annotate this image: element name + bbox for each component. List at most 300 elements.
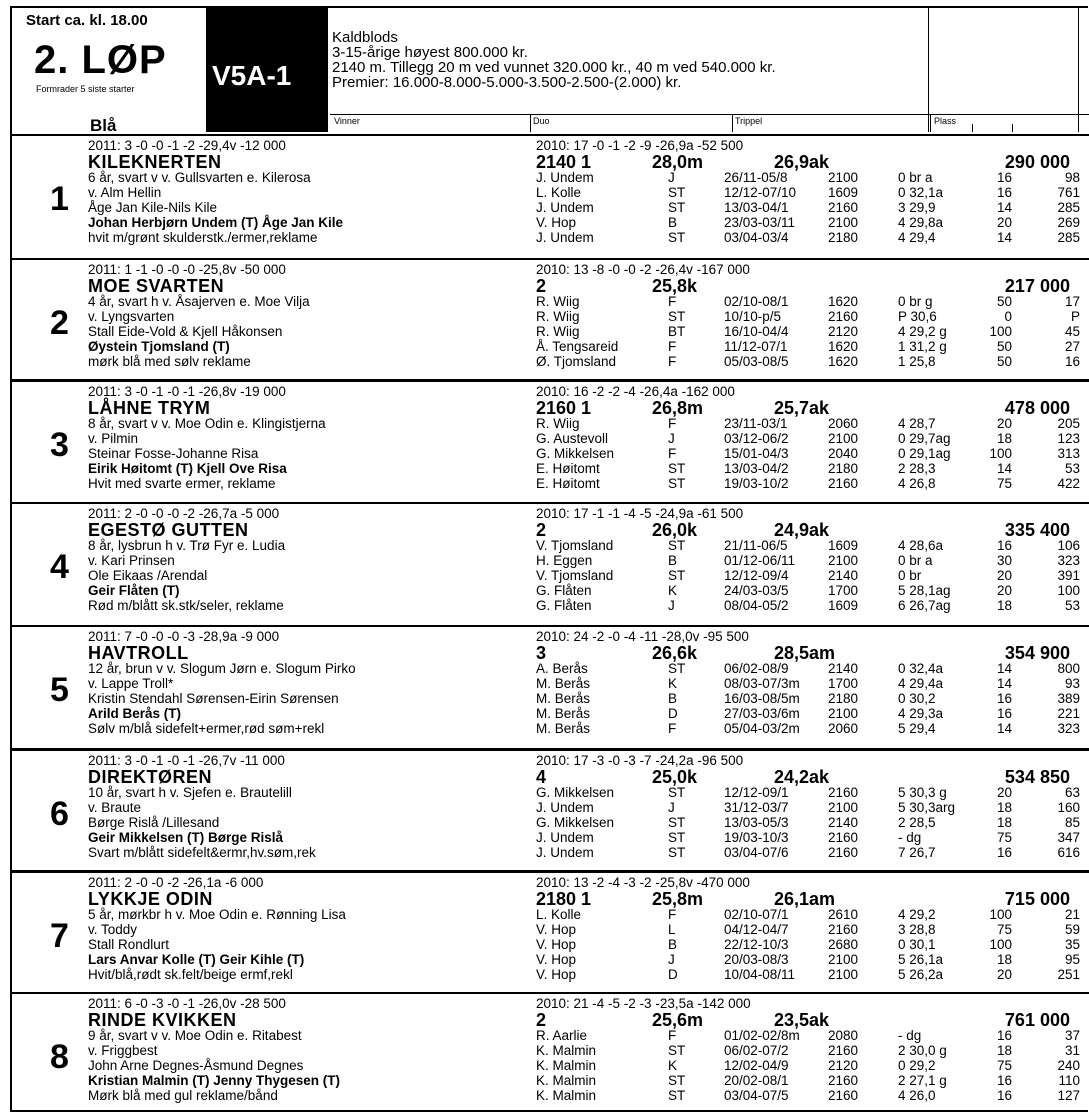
- track: J: [668, 170, 675, 185]
- track: D: [668, 967, 678, 982]
- place-time: 4 29,4: [898, 230, 936, 245]
- distance: 2100: [828, 553, 859, 568]
- distance: 2180: [828, 461, 859, 476]
- driver: J. Undem: [536, 200, 594, 215]
- horse-info: 5 år, mørkbr h v. Moe Odin e. Rønning Lisa: [88, 907, 346, 922]
- driver: G. Mikkelsen: [536, 446, 615, 461]
- horse-info: 4 år, svart h v. Åsajerven e. Moe Vilja: [88, 294, 310, 309]
- earnings: 761 000: [1004, 1010, 1070, 1030]
- date-race: 08/03-07/3m: [724, 676, 800, 691]
- start-row: [12, 339, 1089, 354]
- place-time: 0 30,1: [898, 937, 936, 952]
- odds: 240: [1057, 1058, 1080, 1073]
- start-row: [12, 1073, 1089, 1088]
- start-row: [12, 1043, 1089, 1058]
- start-row: [12, 845, 1089, 860]
- driver: K. Malmin: [536, 1043, 597, 1058]
- stats-row: [12, 506, 1089, 521]
- driver: G. Austevoll: [536, 431, 609, 446]
- horse-info: v. Braute: [88, 800, 142, 815]
- horse-info: Hvit med svarte ermer, reklame: [88, 476, 276, 491]
- distance: 2040: [828, 446, 859, 461]
- time-2: 24,9ak: [774, 520, 830, 540]
- place-time: 4 26,8: [898, 476, 936, 491]
- prize: 75: [996, 830, 1012, 845]
- place-time: 0 29,1ag: [898, 446, 951, 461]
- start-row: [12, 294, 1089, 309]
- column-divider: [930, 114, 931, 132]
- start-row: [12, 922, 1089, 937]
- odds: 761: [1057, 185, 1080, 200]
- stats-row: [12, 138, 1089, 153]
- track: F: [668, 339, 677, 354]
- driver: V. Hop: [536, 952, 577, 967]
- distance: 2140: [828, 815, 859, 830]
- place-time: 4 29,3a: [898, 706, 944, 721]
- date-race: 20/02-08/1: [724, 1073, 789, 1088]
- start-row: [12, 937, 1089, 952]
- date-race: 15/01-04/3: [724, 446, 789, 461]
- odds: 85: [1064, 815, 1080, 830]
- driver: M. Berås: [536, 721, 591, 736]
- distance: 1609: [828, 598, 859, 613]
- driver: G. Flåten: [536, 583, 592, 598]
- driver: J. Undem: [536, 170, 594, 185]
- horse-info: Lars Anvar Kolle (T) Geir Kihle (T): [88, 952, 305, 967]
- track: F: [668, 416, 677, 431]
- date-race: 16/03-08/5m: [724, 691, 800, 706]
- start-row: [12, 785, 1089, 800]
- odds: 123: [1057, 431, 1080, 446]
- stats-2010: 2010: 13 -2 -4 -3 -2 -25,8v -470 000: [536, 875, 750, 890]
- distance: 1700: [828, 676, 859, 691]
- driver: R. Wiig: [536, 309, 580, 324]
- odds: 800: [1057, 661, 1080, 676]
- distance: 2100: [828, 431, 859, 446]
- distance: 1620: [828, 294, 859, 309]
- start-number: 4: [50, 548, 69, 586]
- stats-row: [12, 384, 1089, 399]
- stats-2011: 2011: 3 -0 -1 -0 -1 -26,7v -11 000: [88, 753, 285, 768]
- date-race: 06/02-07/2: [724, 1043, 789, 1058]
- place-time: 0 32,4a: [898, 661, 944, 676]
- track: J: [668, 598, 675, 613]
- driver: L. Kolle: [536, 185, 582, 200]
- start-row: [12, 461, 1089, 476]
- odds: 59: [1064, 922, 1080, 937]
- odds: 37: [1064, 1028, 1080, 1043]
- start-number: 7: [50, 917, 69, 955]
- prize: 100: [989, 324, 1012, 339]
- date-race: 03/04-07/6: [724, 845, 789, 860]
- distance: 2100: [828, 170, 859, 185]
- date-race: 02/10-07/1: [724, 907, 789, 922]
- track: ST: [668, 1073, 686, 1088]
- stats-2010: 2010: 17 -3 -0 -3 -7 -24,2a -96 500: [536, 753, 744, 768]
- horse-name: MOE SVARTEN: [88, 276, 225, 296]
- distance: 2100: [828, 800, 859, 815]
- driver: J. Undem: [536, 230, 594, 245]
- prize: 16: [996, 185, 1012, 200]
- distance: 2140 1: [536, 152, 592, 172]
- prize: 75: [996, 476, 1012, 491]
- earnings: 478 000: [1004, 398, 1070, 418]
- horse-info: v. Kari Prinsen: [88, 553, 175, 568]
- time-1: 26,8m: [652, 398, 704, 418]
- distance: 2120: [828, 324, 859, 339]
- horse-info: v. Pilmin: [88, 431, 139, 446]
- date-race: 13/03-04/1: [724, 200, 789, 215]
- place-time: 2 28,3: [898, 461, 936, 476]
- stats-2010: 2010: 21 -4 -5 -2 -3 -23,5a -142 000: [536, 996, 751, 1011]
- start-row: [12, 185, 1089, 200]
- prize: 30: [996, 553, 1012, 568]
- track: ST: [668, 815, 686, 830]
- place-time: 0 br a: [898, 553, 933, 568]
- horse-info: v. Friggbest: [88, 1043, 158, 1058]
- start-row: [12, 416, 1089, 431]
- odds: 17: [1064, 294, 1080, 309]
- driver: K. Malmin: [536, 1058, 597, 1073]
- date-race: 16/10-04/4: [724, 324, 789, 339]
- horse-info: Kristian Malmin (T) Jenny Thygesen (T): [88, 1073, 341, 1088]
- distance: 2160: [828, 476, 859, 491]
- time-2: 24,2ak: [774, 767, 830, 787]
- name-row: [12, 643, 1089, 663]
- track-color: Blå: [90, 116, 117, 135]
- prize: 18: [996, 431, 1012, 446]
- track: B: [668, 215, 678, 230]
- date-race: 23/11-03/1: [724, 416, 788, 431]
- track: ST: [668, 185, 686, 200]
- date-race: 12/02-04/9: [724, 1058, 789, 1073]
- odds: 27: [1064, 339, 1080, 354]
- date-race: 19/03-10/2: [724, 476, 789, 491]
- prize: 18: [996, 1043, 1012, 1058]
- place-time: 5 26,2a: [898, 967, 944, 982]
- prize: 14: [996, 676, 1012, 691]
- date-race: 21/11-06/5: [724, 538, 788, 553]
- driver: Å. Tengsareid: [536, 339, 619, 354]
- time-2: 28,5am: [774, 643, 836, 663]
- start-row: [12, 215, 1089, 230]
- horse-info: Geir Mikkelsen (T) Børge Rislå: [88, 830, 284, 845]
- prize: 0: [1004, 309, 1012, 324]
- place-time: 2 27,1 g: [898, 1073, 947, 1088]
- start-row: [12, 538, 1089, 553]
- place-time: 1 31,2 g: [898, 339, 947, 354]
- odds: 93: [1064, 676, 1080, 691]
- track: K: [668, 1058, 678, 1073]
- horse-info: Kristin Stendahl Sørensen-Eirin Sørensen: [88, 691, 339, 706]
- track: J: [668, 952, 675, 967]
- track: J: [668, 800, 675, 815]
- horse-name: KILEKNERTEN: [88, 152, 222, 172]
- distance: 2100: [828, 952, 859, 967]
- odds: 347: [1057, 830, 1080, 845]
- driver: R. Wiig: [536, 294, 580, 309]
- prize: 18: [996, 815, 1012, 830]
- odds: 21: [1064, 907, 1080, 922]
- distance: 2080: [828, 1028, 859, 1043]
- place-time: 1 25,8: [898, 354, 936, 369]
- time-1: 25,8k: [652, 276, 698, 296]
- prize: 16: [996, 706, 1012, 721]
- name-row: [12, 398, 1089, 418]
- race-conditions: [332, 30, 776, 90]
- plass-tick: [1012, 124, 1013, 132]
- distance: 1609: [828, 185, 859, 200]
- game-badge: [206, 8, 328, 132]
- driver: R. Wiig: [536, 416, 580, 431]
- prize: 14: [996, 721, 1012, 736]
- start-number: 1: [50, 180, 69, 218]
- start-row: [12, 200, 1089, 215]
- place-time: 0 32,1a: [898, 185, 944, 200]
- track: ST: [668, 476, 686, 491]
- distance: 2160: [828, 1088, 859, 1103]
- date-race: 11/12-07/1: [724, 339, 788, 354]
- place-time: 5 29,4: [898, 721, 936, 736]
- place-time: 0 29,2: [898, 1058, 936, 1073]
- prize: 75: [996, 1058, 1012, 1073]
- odds: 95: [1064, 952, 1080, 967]
- stats-2011: 2011: 1 -1 -0 -0 -0 -25,8v -50 000: [88, 262, 286, 277]
- driver: E. Høitomt: [536, 476, 600, 491]
- time-1: 26,6k: [652, 643, 698, 663]
- start-row: [12, 476, 1089, 491]
- odds: 106: [1057, 538, 1080, 553]
- start-row: [12, 230, 1089, 245]
- distance: 2: [536, 1010, 547, 1030]
- date-race: 13/03-05/3: [724, 815, 789, 830]
- date-race: 12/12-07/10: [724, 185, 797, 200]
- prize: 18: [996, 800, 1012, 815]
- start-row: [12, 691, 1089, 706]
- distance: 2180: [828, 691, 859, 706]
- prize: 20: [996, 215, 1012, 230]
- place-time: 3 28,8: [898, 922, 936, 937]
- start-row: [12, 598, 1089, 613]
- start-row: [12, 170, 1089, 185]
- stats-2011: 2011: 7 -0 -0 -0 -3 -28,9a -9 000: [88, 629, 280, 644]
- odds: 45: [1064, 324, 1080, 339]
- stats-2010: 2010: 17 -1 -1 -4 -5 -24,9a -61 500: [536, 506, 744, 521]
- place-time: 4 29,2 g: [898, 324, 947, 339]
- stats-2011: 2011: 2 -0 -0 -2 -26,1a -6 000: [88, 875, 264, 890]
- date-race: 03/12-06/2: [724, 431, 789, 446]
- start-number: 2: [50, 304, 69, 342]
- start-row: [12, 446, 1089, 461]
- plass-tick: [972, 124, 973, 132]
- horse-info: Åge Jan Kile-Nils Kile: [88, 200, 218, 215]
- track: F: [668, 721, 677, 736]
- distance: 2160: [828, 845, 859, 860]
- place-time: 4 28,6a: [898, 538, 944, 553]
- date-race: 06/02-08/9: [724, 661, 789, 676]
- track: K: [668, 676, 678, 691]
- track: B: [668, 553, 678, 568]
- track: BT: [668, 324, 686, 339]
- horse-info: Stall Rondlurt: [88, 937, 170, 952]
- name-row: [12, 1010, 1089, 1030]
- start-row: [12, 583, 1089, 598]
- earnings: 534 850: [1004, 767, 1070, 787]
- date-race: 24/03-03/5: [724, 583, 789, 598]
- driver: L. Kolle: [536, 907, 582, 922]
- driver: K. Malmin: [536, 1088, 597, 1103]
- distance: 1609: [828, 538, 859, 553]
- prize: 50: [996, 339, 1012, 354]
- place-time: 6 26,7ag: [898, 598, 951, 613]
- earnings: 354 900: [1004, 643, 1070, 663]
- stats-2011: 2011: 3 -0 -0 -1 -2 -29,4v -12 000: [88, 138, 286, 153]
- place-time: 4 29,2: [898, 907, 936, 922]
- place-time: 4 29,8a: [898, 215, 944, 230]
- odds: 205: [1057, 416, 1080, 431]
- race-program-page: [10, 6, 1088, 1112]
- prize: 16: [996, 1073, 1012, 1088]
- race-start-box: [12, 8, 207, 120]
- horse-entry: [12, 625, 1089, 748]
- horse-info: v. Lyngsvarten: [88, 309, 175, 324]
- stats-row: [12, 996, 1089, 1011]
- prize: 16: [996, 691, 1012, 706]
- date-race: 13/03-04/2: [724, 461, 789, 476]
- track: ST: [668, 830, 686, 845]
- place-time: 2 28,5: [898, 815, 936, 830]
- place-time: 0 br: [898, 568, 922, 583]
- odds: 98: [1064, 170, 1080, 185]
- odds: 251: [1057, 967, 1080, 982]
- driver: M. Berås: [536, 706, 591, 721]
- odds: 53: [1064, 598, 1080, 613]
- time-2: 26,9ak: [774, 152, 830, 172]
- start-row: [12, 1028, 1089, 1043]
- prize: 100: [989, 446, 1012, 461]
- track: L: [668, 922, 676, 937]
- place-time: 7 26,7: [898, 845, 936, 860]
- date-race: 10/04-08/11: [724, 967, 796, 982]
- stats-row: [12, 629, 1089, 644]
- start-row: [12, 568, 1089, 583]
- odds: 53: [1064, 461, 1080, 476]
- driver: V. Tjomsland: [536, 538, 614, 553]
- distance: 1700: [828, 583, 859, 598]
- horse-entry: [12, 992, 1089, 1112]
- name-row: [12, 152, 1089, 172]
- date-race: 05/04-03/2m: [724, 721, 800, 736]
- driver: M. Berås: [536, 691, 591, 706]
- driver: R. Wiig: [536, 324, 580, 339]
- odds: 16: [1064, 354, 1080, 369]
- date-race: 04/12-04/7: [724, 922, 789, 937]
- date-race: 23/03-03/11: [724, 215, 796, 230]
- prize: 20: [996, 416, 1012, 431]
- horse-info: Sølv m/blå sidefelt+ermer,rød søm+rekl: [88, 721, 325, 736]
- earnings: 217 000: [1004, 276, 1070, 296]
- prize: 50: [996, 354, 1012, 369]
- track: ST: [668, 230, 686, 245]
- game-label: V5A-1: [212, 60, 292, 91]
- horse-info: v. Toddy: [88, 922, 138, 937]
- horse-info: 6 år, svart v v. Gullsvarten e. Kilerosa: [88, 170, 311, 185]
- driver: V. Hop: [536, 967, 577, 982]
- start-row: [12, 967, 1089, 982]
- start-number: 3: [50, 426, 69, 464]
- date-race: 03/04-03/4: [724, 230, 789, 245]
- driver: G. Mikkelsen: [536, 785, 615, 800]
- name-row: [12, 889, 1089, 909]
- horse-info: 10 år, svart h v. Sjefen e. Brautelill: [88, 785, 292, 800]
- start-row: [12, 1058, 1089, 1073]
- distance: 2160: [828, 200, 859, 215]
- earnings: 335 400: [1004, 520, 1070, 540]
- horse-name: RINDE KVIKKEN: [88, 1010, 237, 1030]
- horse-info: Arild Berås (T): [88, 706, 182, 721]
- date-race: 01/12-06/11: [724, 553, 796, 568]
- prize: 20: [996, 583, 1012, 598]
- start-row: [12, 676, 1089, 691]
- stats-2010: 2010: 13 -8 -0 -0 -2 -26,4v -167 000: [536, 262, 750, 277]
- horse-name: DIREKTØREN: [88, 767, 213, 787]
- distance: 2610: [828, 907, 859, 922]
- column-duo: Duo: [533, 116, 550, 126]
- column-header-rule: [330, 114, 1089, 115]
- stats-row: [12, 753, 1089, 768]
- condition-line: 3-15-årige høyest 800.000 kr.: [332, 44, 528, 61]
- earnings: 715 000: [1004, 889, 1070, 909]
- track: F: [668, 354, 677, 369]
- distance: 2160: [828, 309, 859, 324]
- odds: 323: [1057, 553, 1080, 568]
- track: F: [668, 294, 677, 309]
- horse-info: 9 år, svart v v. Moe Odin e. Ritabest: [88, 1028, 302, 1043]
- start-row: [12, 830, 1089, 845]
- odds: 285: [1057, 200, 1080, 215]
- date-race: 31/12-03/7: [724, 800, 789, 815]
- place-time: - dg: [898, 830, 922, 845]
- place-time: 0 29,7ag: [898, 431, 951, 446]
- distance: 2160: [828, 922, 859, 937]
- stats-row: [12, 262, 1089, 277]
- driver: V. Hop: [536, 215, 577, 230]
- distance: 1620: [828, 339, 859, 354]
- place-time: 5 30,3arg: [898, 800, 956, 815]
- track: F: [668, 907, 677, 922]
- date-race: 03/04-07/5: [724, 1088, 789, 1103]
- horse-info: Hvit/blå,rødt sk.felt/beige ermf,rekl: [88, 967, 293, 982]
- prize: 50: [996, 294, 1012, 309]
- column-divider: [732, 114, 733, 132]
- horse-entry: [12, 748, 1089, 870]
- place-time: 2 30,0 g: [898, 1043, 947, 1058]
- distance: 1620: [828, 354, 859, 369]
- prize: 16: [996, 1028, 1012, 1043]
- distance: 2180 1: [536, 889, 592, 909]
- odds: 616: [1057, 845, 1080, 860]
- track: ST: [668, 661, 686, 676]
- start-number: 8: [50, 1038, 69, 1076]
- driver: V. Hop: [536, 937, 577, 952]
- race-number: 2. LØP: [34, 38, 167, 82]
- prize: 20: [996, 785, 1012, 800]
- horse-info: Øystein Tjomsland (T): [88, 339, 230, 354]
- start-row: [12, 324, 1089, 339]
- date-race: 22/12-10/3: [724, 937, 789, 952]
- driver: G. Flåten: [536, 598, 592, 613]
- prize: 100: [989, 907, 1012, 922]
